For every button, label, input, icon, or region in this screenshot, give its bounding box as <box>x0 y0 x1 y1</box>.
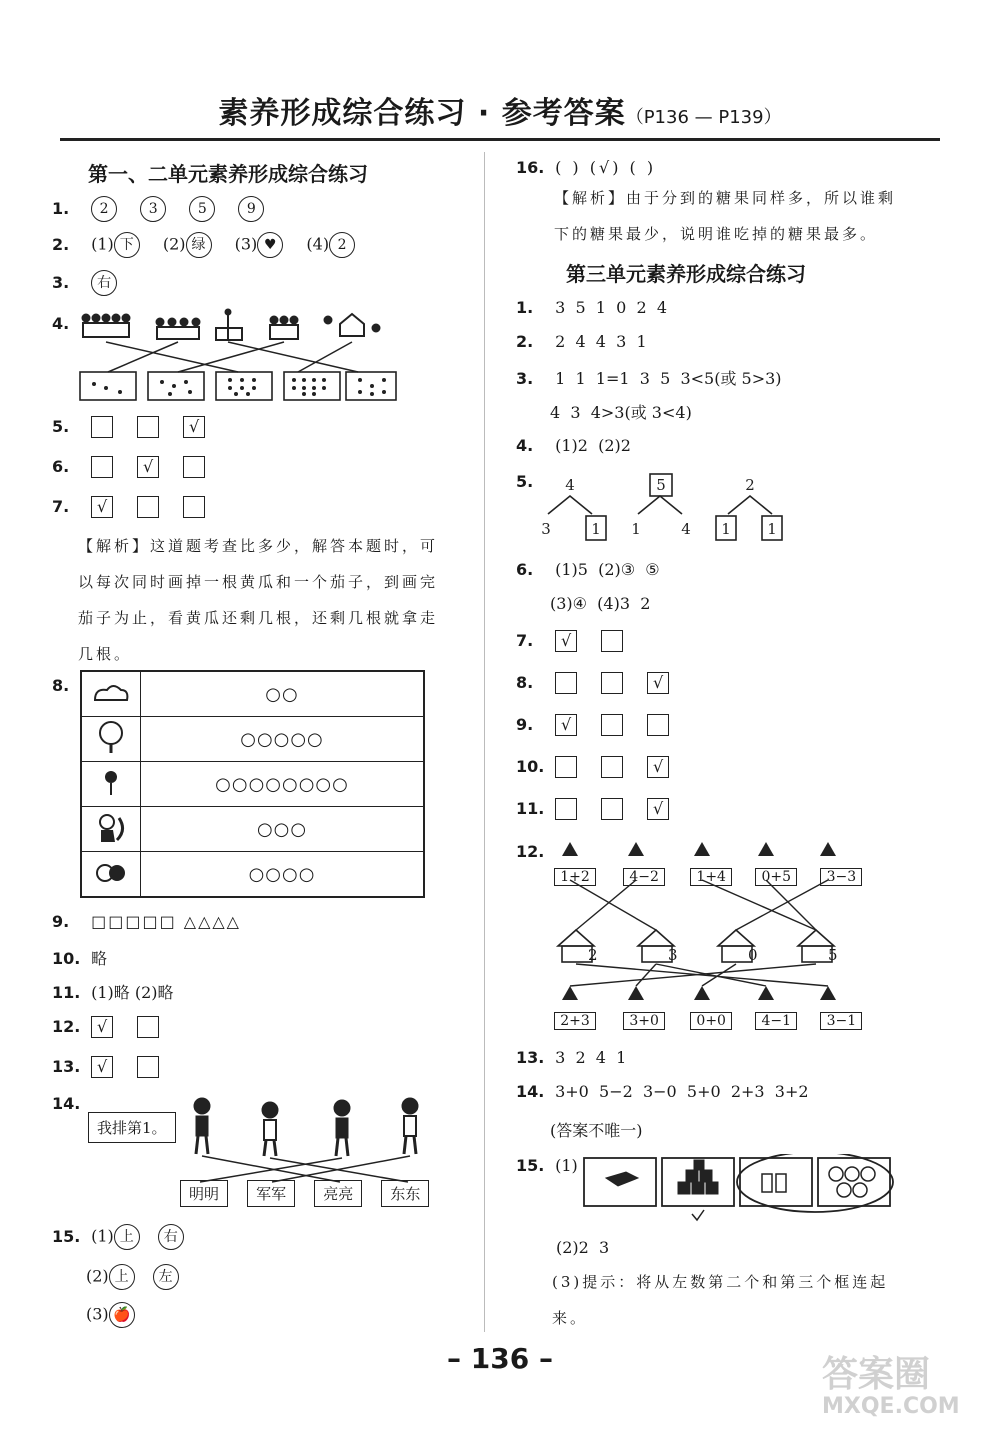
circle-count: ○○○○ <box>141 852 425 898</box>
part-label: (1) <box>91 234 114 254</box>
left-q6 <box>52 456 229 478</box>
squirrel-icon <box>820 842 836 856</box>
checkbox: √ <box>183 416 205 438</box>
left-q7 <box>52 496 229 518</box>
circled-answer: 2 <box>91 196 117 222</box>
checkbox <box>183 456 205 478</box>
q-number: 13. <box>52 1056 81 1076</box>
house-num-4: 5 <box>828 946 838 964</box>
circle-count: ○○○○○○○○ <box>141 762 425 807</box>
child-icon <box>194 1098 210 1154</box>
right-q8 <box>516 672 693 694</box>
answer-text: 2 4 4 3 1 <box>555 332 647 351</box>
checkbox <box>555 672 577 694</box>
answer-text: 1 1 1=1 3 5 3<5(或 5>3) <box>555 369 782 388</box>
q-number: 8. <box>516 672 534 692</box>
answer-text: 3+0 5−2 3−0 5+0 2+3 3+2 <box>555 1082 809 1101</box>
expression-box: 3−3 <box>820 868 862 886</box>
right-q12 <box>516 842 550 861</box>
circled-answer: 🍎 <box>109 1302 135 1328</box>
checkbox <box>91 416 113 438</box>
circled-answer: ♥ <box>257 232 283 258</box>
q15-boxes-figure <box>582 1154 902 1228</box>
expression-box: 0+5 <box>755 868 797 886</box>
right-q13 <box>516 1048 626 1067</box>
tree3-left: 1 <box>721 520 731 538</box>
checkbox <box>601 756 623 778</box>
right-q4 <box>516 436 631 455</box>
right-q11 <box>516 798 693 820</box>
q5-number-trees <box>540 470 810 546</box>
q7-analysis: 【解析】这道题考查比多少，解答本题时，可以每次同时画掉一根黄瓜和一个茄子，到画完茄子为止，看黄瓜还剩几根，还剩几根就拿走几根。 <box>78 537 439 663</box>
tree3-right: 1 <box>767 520 777 538</box>
squirrel-icon <box>820 986 836 1000</box>
house-icon <box>718 930 754 946</box>
checkbox: √ <box>555 630 577 652</box>
squirrel-icon <box>91 810 131 844</box>
q-number: 10. <box>52 949 81 968</box>
people-group-icon <box>270 316 298 339</box>
checkbox <box>601 714 623 736</box>
checkbox: √ <box>91 1056 113 1078</box>
watermark-logo: 答案圈 <box>822 1354 931 1395</box>
q14-names <box>180 1180 440 1207</box>
checkbox <box>555 756 577 778</box>
left-q3 <box>52 270 135 296</box>
squirrel-icon <box>694 842 710 856</box>
left-q1 <box>52 196 282 222</box>
fruit-icon <box>91 859 131 885</box>
q-number: 5. <box>52 416 70 436</box>
page-number: – 136 – <box>447 1342 553 1375</box>
squirrel-icon <box>758 986 774 1000</box>
checkbox <box>137 496 159 518</box>
q-number: 1. <box>52 198 70 218</box>
plant-icon <box>216 309 242 340</box>
expression-box: 4−1 <box>755 1012 797 1030</box>
circled-answer: 左 <box>153 1264 179 1290</box>
q-number: 14. <box>516 1082 545 1101</box>
checkbox: √ <box>91 1016 113 1038</box>
answer-text: 3 5 1 0 2 4 <box>555 298 668 317</box>
check-mark-icon <box>692 1210 704 1220</box>
left-q15-line1 <box>52 1224 202 1250</box>
answer-text: (1)2 (2)2 <box>555 436 631 455</box>
answer-text: 略 <box>91 949 108 968</box>
expression-box: 1+2 <box>554 868 596 886</box>
q-number: 12. <box>516 842 545 861</box>
right-section-heading: 第三单元素养形成综合练习 <box>566 262 806 286</box>
part-label: (3) <box>234 234 258 254</box>
checkbox <box>183 496 205 518</box>
people-group-icon <box>82 314 130 337</box>
circle-count: ○○ <box>141 671 425 717</box>
right-q3-line2: 4 3 4>3(或 3<4) <box>550 403 692 422</box>
table-row <box>81 762 424 807</box>
q12-top-exprs <box>554 866 864 886</box>
part-label: (1) <box>91 1226 114 1246</box>
child-icon <box>402 1098 418 1154</box>
name-label: 亮亮 <box>314 1180 362 1207</box>
name-label: 军军 <box>247 1180 295 1207</box>
q-number: 11. <box>516 798 545 818</box>
q16-analysis: 【解析】由于分到的糖果同样多，所以谁剩下的糖果最少，说明谁吃掉的糖果最多。 <box>554 189 897 243</box>
q-number: 3. <box>516 369 534 388</box>
people-group-icon <box>156 318 200 339</box>
q-number: 2. <box>516 332 534 351</box>
expression-box: 2+3 <box>554 1012 596 1030</box>
table-row <box>81 671 424 717</box>
part-label: (1) <box>555 1156 578 1175</box>
checkbox: √ <box>647 672 669 694</box>
circled-answer: 绿 <box>186 232 212 258</box>
squirrel-icon <box>694 986 710 1000</box>
q-number: 10. <box>516 756 545 776</box>
squirrel-icon <box>562 842 578 856</box>
q-number: 8. <box>52 676 70 695</box>
checkbox <box>601 798 623 820</box>
checkbox <box>601 672 623 694</box>
house-num-2: 3 <box>668 946 678 964</box>
column-divider <box>484 152 485 1332</box>
circle-count: ○○○○○ <box>141 717 425 762</box>
house-icon <box>638 930 674 946</box>
q-number: 5. <box>516 472 534 491</box>
checkbox: √ <box>91 496 113 518</box>
tree2-left: 1 <box>631 520 641 538</box>
house-icon <box>324 314 380 336</box>
right-q7 <box>516 630 647 652</box>
left-q14 <box>52 1094 86 1113</box>
part-label: (2) <box>162 234 186 254</box>
circled-answer: 2 <box>329 232 355 258</box>
q-number: 11. <box>52 983 81 1002</box>
q-number: 6. <box>516 560 534 579</box>
right-q14 <box>516 1082 809 1101</box>
q-number: 4. <box>516 436 534 455</box>
watermark-url: MXQE.COM <box>822 1394 960 1419</box>
page-range: （P136 — P139） <box>625 107 782 128</box>
part-label: (2) <box>86 1266 109 1286</box>
right-q10 <box>516 756 693 778</box>
header-rule <box>60 138 940 141</box>
q-number: 3. <box>52 272 70 292</box>
q-number: 7. <box>52 496 70 516</box>
q-number: 1. <box>516 298 534 317</box>
checkbox: √ <box>647 756 669 778</box>
q-number: 12. <box>52 1016 81 1036</box>
right-q15-line2: (2)2 3 <box>556 1238 610 1257</box>
circled-answer: 下 <box>114 232 140 258</box>
right-q15 <box>516 1156 578 1175</box>
q-number: 4. <box>52 314 70 333</box>
left-q15-line2 <box>86 1264 197 1290</box>
balls-icon <box>829 1167 875 1197</box>
answer-text: (1)略 (2)略 <box>91 983 174 1002</box>
expression-box: 4−2 <box>623 868 665 886</box>
right-q3 <box>516 366 782 389</box>
child-icon <box>334 1100 350 1156</box>
squirrel-icon <box>562 986 578 1000</box>
q-number: 9. <box>516 714 534 734</box>
q12-bottom-exprs <box>554 1010 864 1030</box>
left-q2 <box>52 232 373 258</box>
house-num-3: 0 <box>748 946 758 964</box>
eraser-icon <box>606 1172 638 1186</box>
right-q14-note: (答案不唯一) <box>550 1121 643 1140</box>
circled-answer: 9 <box>238 196 264 222</box>
table-row <box>81 717 424 762</box>
right-q6 <box>516 560 660 579</box>
left-section-heading: 第一、二单元素养形成综合练习 <box>88 162 368 186</box>
q-number: 16. <box>516 158 545 177</box>
checkbox: √ <box>137 456 159 478</box>
flower-icon <box>91 767 131 797</box>
circled-answer: 右 <box>158 1224 184 1250</box>
house-icon <box>798 930 834 946</box>
checkbox <box>91 456 113 478</box>
squirrel-icon <box>758 842 774 856</box>
expression-box: 3−1 <box>820 1012 862 1030</box>
expression-box: 1+4 <box>690 868 732 886</box>
q-number: 15. <box>516 1156 545 1175</box>
speech-bubble: 我排第1。 <box>88 1112 176 1143</box>
left-q9 <box>52 912 241 931</box>
right-q6-line2: (3)④ (4)3 2 <box>550 594 651 613</box>
left-q10 <box>52 946 107 969</box>
right-q2 <box>516 332 647 351</box>
checkbox <box>647 714 669 736</box>
page-title <box>0 88 1000 132</box>
right-q9 <box>516 714 693 736</box>
tree2-top: 5 <box>656 476 666 494</box>
q14-kids-figure <box>180 1094 440 1184</box>
part-label: (4) <box>306 234 330 254</box>
cubes-icon <box>678 1160 718 1194</box>
q-number: 7. <box>516 630 534 650</box>
q-number: 15. <box>52 1226 81 1246</box>
child-icon <box>262 1102 278 1156</box>
q4-matching-figure <box>78 306 398 404</box>
right-q16 <box>516 158 656 177</box>
cans-icon <box>762 1174 786 1192</box>
answer-text: 3 2 4 1 <box>555 1048 627 1067</box>
q-number: 2. <box>52 234 70 254</box>
left-q12 <box>52 1016 183 1038</box>
right-q1 <box>516 298 667 317</box>
tree1-top: 4 <box>565 476 575 494</box>
house-icon <box>558 930 594 946</box>
left-q13 <box>52 1056 183 1078</box>
checkbox: √ <box>555 714 577 736</box>
circle-count: ○○○ <box>141 807 425 852</box>
q-number: 6. <box>52 456 70 476</box>
checkbox <box>601 630 623 652</box>
house-num-1: 2 <box>588 946 598 964</box>
expression-box: 0+0 <box>690 1012 732 1030</box>
checkbox <box>555 798 577 820</box>
tree1-left: 3 <box>541 520 551 538</box>
circled-answer: 右 <box>91 270 117 296</box>
table-row <box>81 852 424 898</box>
q-number: 14. <box>52 1094 81 1113</box>
tree-icon <box>91 720 131 754</box>
checkbox <box>137 1016 159 1038</box>
tree1-right: 1 <box>591 520 601 538</box>
title-text: 素养形成综合练习 · 参考答案 <box>218 96 626 131</box>
expression-box: 3+0 <box>623 1012 665 1030</box>
circled-answer: 3 <box>140 196 166 222</box>
part-label: (3) <box>86 1304 109 1324</box>
checkbox <box>137 1056 159 1078</box>
table-row <box>81 807 424 852</box>
squirrel-icon <box>628 842 644 856</box>
name-label: 东东 <box>381 1180 429 1207</box>
left-q5 <box>52 416 229 438</box>
left-q11 <box>52 980 174 1003</box>
circled-answer: 5 <box>189 196 215 222</box>
cloud-icon <box>91 680 131 704</box>
q-number: 13. <box>516 1048 545 1067</box>
circled-answer: 上 <box>109 1264 135 1290</box>
checkbox: √ <box>647 798 669 820</box>
left-q15-line3 <box>86 1302 153 1328</box>
tree3-top: 2 <box>745 476 755 494</box>
q-number: 9. <box>52 912 70 931</box>
checkbox <box>137 416 159 438</box>
q8-table <box>80 670 425 898</box>
answer-text: □□□□□ △△△△ <box>91 912 241 931</box>
name-label: 明明 <box>180 1180 228 1207</box>
answer-text: ( ) (√) ( ) <box>555 158 657 177</box>
right-q15-line3: (3)提示：将从左数第二个和第三个框连起来。 <box>552 1273 889 1327</box>
squirrel-icon <box>628 986 644 1000</box>
tree2-right: 4 <box>681 520 691 538</box>
circled-answer: 上 <box>114 1224 140 1250</box>
answer-text: (1)5 (2)③ ⑤ <box>555 560 660 579</box>
